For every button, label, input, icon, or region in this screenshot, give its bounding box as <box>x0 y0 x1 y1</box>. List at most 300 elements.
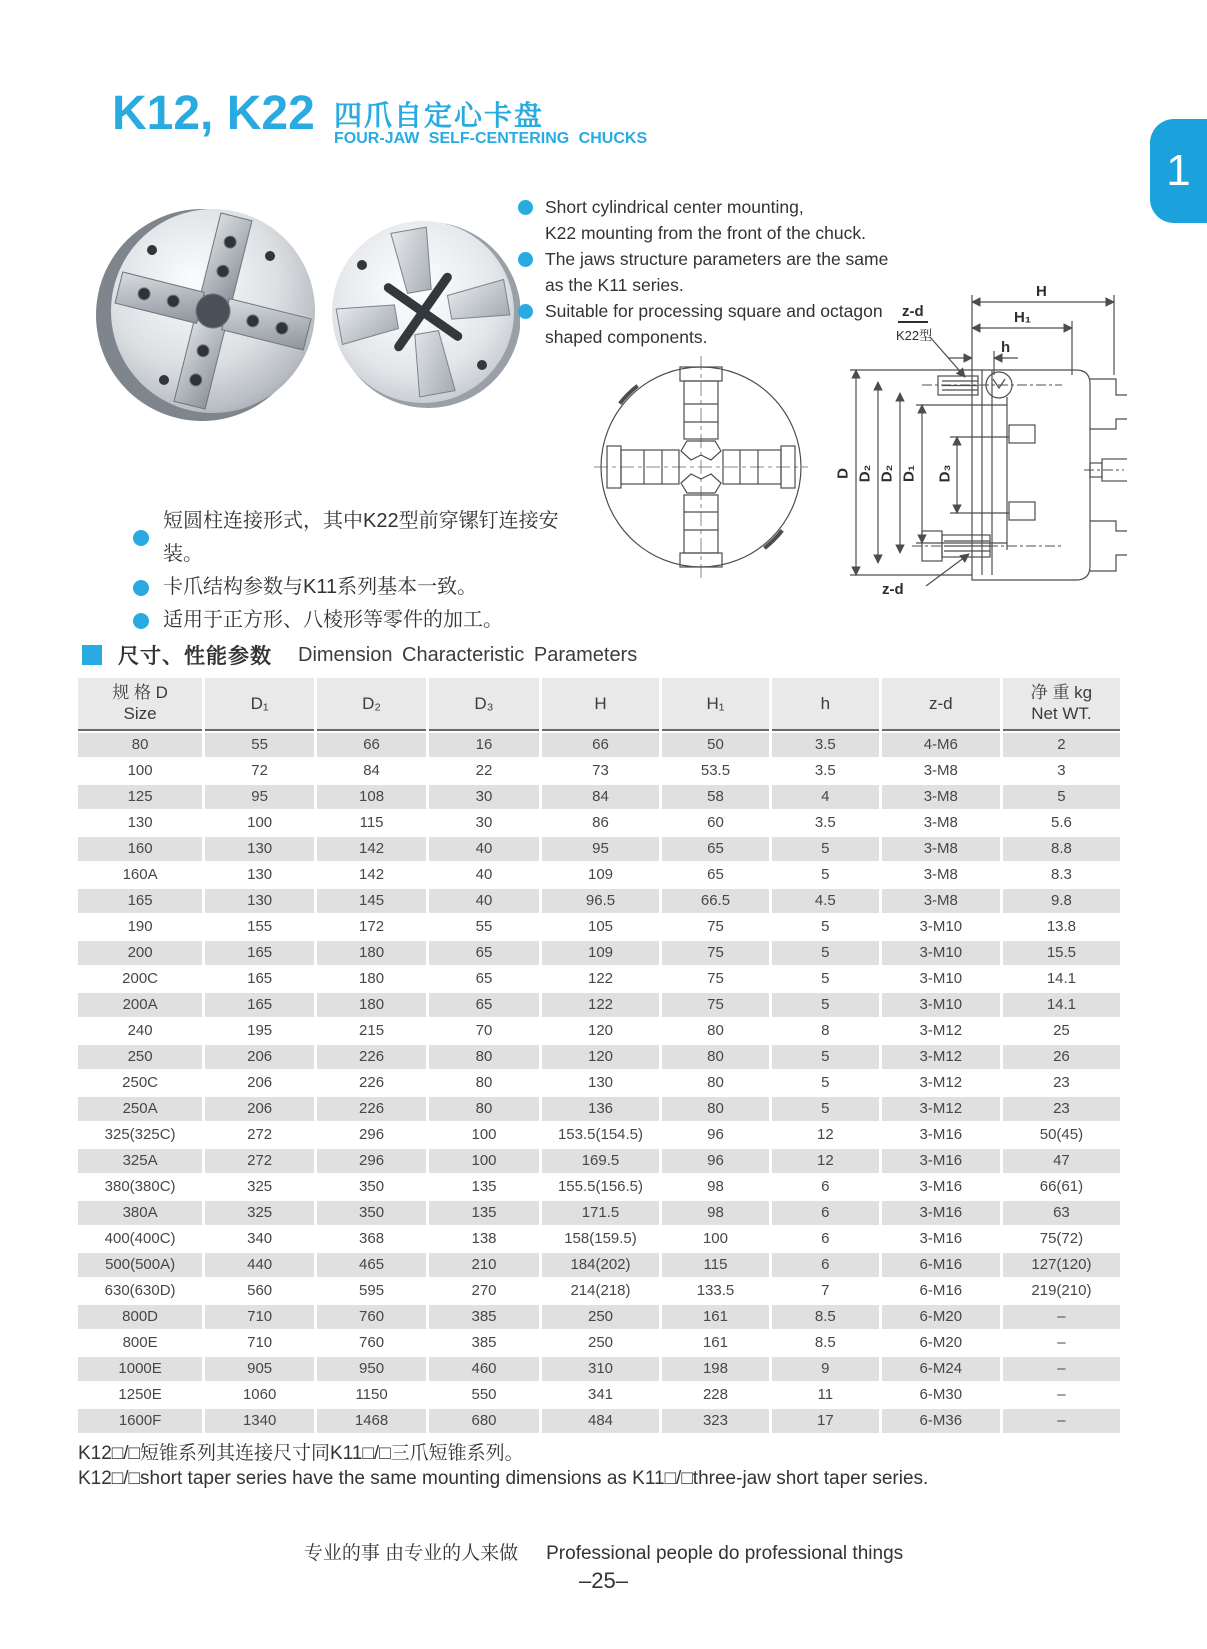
table-cell: 760 <box>317 1331 426 1355</box>
section-title-en: Dimension Characteristic Parameters <box>298 643 638 666</box>
table-cell: 680 <box>429 1409 539 1433</box>
table-cell: 96 <box>662 1123 769 1147</box>
front-view-drawing <box>592 352 810 582</box>
table-cell: 184(202) <box>542 1253 659 1277</box>
table-row <box>78 1149 1120 1173</box>
table-cell: 215 <box>317 1019 426 1043</box>
table-cell: 180 <box>317 941 426 965</box>
table-cell: 550 <box>429 1383 539 1407</box>
table-cell: 122 <box>542 993 659 1017</box>
table-cell: 142 <box>317 837 426 861</box>
table-cell: 484 <box>542 1409 659 1433</box>
column-header: h <box>772 678 879 731</box>
table-cell: 12 <box>772 1123 879 1147</box>
table-cell: 109 <box>542 941 659 965</box>
table-row <box>78 785 1120 809</box>
table-cell: 130 <box>205 837 314 861</box>
table-cell: 3-M16 <box>882 1175 1000 1199</box>
table-row <box>78 889 1120 913</box>
table-cell: 12 <box>772 1149 879 1173</box>
table-cell: 80 <box>662 1071 769 1095</box>
column-header: H₁ <box>662 678 769 731</box>
table-cell: 400(400C) <box>78 1227 202 1251</box>
table-cell: 165 <box>205 993 314 1017</box>
table-cell: 96.5 <box>542 889 659 913</box>
table-cell: 6-M36 <box>882 1409 1000 1433</box>
table-cell: – <box>1003 1305 1120 1329</box>
feature-text: Suitable for processing square and octagon <box>545 301 883 321</box>
table-cell: 3-M16 <box>882 1149 1000 1173</box>
table-cell: 6-M16 <box>882 1279 1000 1303</box>
table-cell: 710 <box>205 1331 314 1355</box>
table-cell: 710 <box>205 1305 314 1329</box>
table-cell: 105 <box>542 915 659 939</box>
table-cell: 50(45) <box>1003 1123 1120 1147</box>
motto-en: Professional people do professional things <box>546 1543 904 1564</box>
table-cell: 9 <box>772 1357 879 1381</box>
table-cell: 325 <box>205 1201 314 1225</box>
table-cell: 1250E <box>78 1383 202 1407</box>
column-header: z-d <box>882 678 1000 731</box>
table-cell: 172 <box>317 915 426 939</box>
table-cell: 3-M10 <box>882 915 1000 939</box>
table-cell: 5 <box>772 1071 879 1095</box>
table-cell: 65 <box>429 993 539 1017</box>
feature-text: The jaws structure parameters are the same <box>545 249 889 269</box>
table-cell: 100 <box>429 1149 539 1173</box>
column-header: D₁ <box>205 678 314 731</box>
column-header: D₃ <box>429 678 539 731</box>
table-cell: 198 <box>662 1357 769 1381</box>
table-cell: 130 <box>78 811 202 835</box>
table-cell: 40 <box>429 837 539 861</box>
table-cell: 66(61) <box>1003 1175 1120 1199</box>
table-cell: 340 <box>205 1227 314 1251</box>
bullet-icon <box>518 200 533 215</box>
table-cell: 75(72) <box>1003 1227 1120 1251</box>
table-cell: 109 <box>542 863 659 887</box>
table-cell: 80 <box>662 1097 769 1121</box>
table-cell: 5 <box>772 863 879 887</box>
table-cell: 206 <box>205 1097 314 1121</box>
table-cell: 460 <box>429 1357 539 1381</box>
table-cell: 3-M8 <box>882 889 1000 913</box>
table-cell: 3.5 <box>772 811 879 835</box>
table-cell: 169.5 <box>542 1149 659 1173</box>
table-cell: 760 <box>317 1305 426 1329</box>
table-cell: 240 <box>78 1019 202 1043</box>
table-cell: 25 <box>1003 1019 1120 1043</box>
table-cell: 3-M16 <box>882 1123 1000 1147</box>
table-cell: 98 <box>662 1201 769 1225</box>
table-cell: 1150 <box>317 1383 426 1407</box>
table-cell: 75 <box>662 941 769 965</box>
table-cell: 66 <box>317 733 426 757</box>
table-row <box>78 1097 1120 1121</box>
dim-label-D3: D₃ <box>936 464 954 483</box>
table-cell: 75 <box>662 915 769 939</box>
table-cell: 65 <box>662 863 769 887</box>
table-cell: 3-M16 <box>882 1227 1000 1251</box>
dim-label-D2: D₂ <box>878 464 896 483</box>
table-cell: 3-M8 <box>882 811 1000 835</box>
page-title-cn: 四爪自定心卡盘 <box>334 100 545 131</box>
table-cell: 6 <box>772 1253 879 1277</box>
table-cell: 6-M24 <box>882 1357 1000 1381</box>
table-cell: 95 <box>542 837 659 861</box>
table-cell: 3-M12 <box>882 1097 1000 1121</box>
table-cell: 135 <box>429 1201 539 1225</box>
table-cell: 3-M12 <box>882 1045 1000 1069</box>
table-cell: 23 <box>1003 1071 1120 1095</box>
table-row <box>78 1383 1120 1407</box>
table-row <box>78 759 1120 783</box>
table-cell: 350 <box>317 1201 426 1225</box>
table-cell: 63 <box>1003 1201 1120 1225</box>
table-cell: 226 <box>317 1045 426 1069</box>
table-cell: 115 <box>662 1253 769 1277</box>
table-cell: 5 <box>772 993 879 1017</box>
bullet-icon <box>133 580 149 596</box>
table-row <box>78 1019 1120 1043</box>
table-cell: 122 <box>542 967 659 991</box>
feature-text: 短圆柱连接形式，其中K22型前穿镙钉连接安装。 <box>163 510 559 565</box>
table-cell: 950 <box>317 1357 426 1381</box>
feature-text: K22 mounting from the front of the chuck. <box>545 223 867 243</box>
table-cell: 40 <box>429 889 539 913</box>
table-cell: 120 <box>542 1045 659 1069</box>
table-cell: – <box>1003 1331 1120 1355</box>
table-cell: 5 <box>772 967 879 991</box>
table-cell: 16 <box>429 733 539 757</box>
table-row <box>78 1227 1120 1251</box>
table-cell: 310 <box>542 1357 659 1381</box>
table-cell: 1000E <box>78 1357 202 1381</box>
table-cell: 5 <box>772 837 879 861</box>
table-cell: 190 <box>78 915 202 939</box>
table-cell: 136 <box>542 1097 659 1121</box>
table-cell: 165 <box>78 889 202 913</box>
table-cell: 1060 <box>205 1383 314 1407</box>
table-cell: 3-M10 <box>882 967 1000 991</box>
table-cell: 206 <box>205 1071 314 1095</box>
table-cell: 6 <box>772 1227 879 1251</box>
bullet-icon <box>518 304 533 319</box>
table-cell: 84 <box>542 785 659 809</box>
table-cell: 6-M20 <box>882 1331 1000 1355</box>
table-cell: 380A <box>78 1201 202 1225</box>
table-cell: 250 <box>78 1045 202 1069</box>
table-cell: 72 <box>205 759 314 783</box>
table-cell: 120 <box>542 1019 659 1043</box>
table-cell: 206 <box>205 1045 314 1069</box>
table-cell: 47 <box>1003 1149 1120 1173</box>
table-row <box>78 733 1120 757</box>
table-cell: 3-M12 <box>882 1019 1000 1043</box>
table-cell: 226 <box>317 1071 426 1095</box>
table-row <box>78 1331 1120 1355</box>
table-cell: 3-M12 <box>882 1071 1000 1095</box>
table-cell: 595 <box>317 1279 426 1303</box>
table-cell: 8 <box>772 1019 879 1043</box>
table-cell: 23 <box>1003 1097 1120 1121</box>
table-cell: 3-M10 <box>882 941 1000 965</box>
table-cell: 6 <box>772 1201 879 1225</box>
motto-cn: 专业的事 由专业的人来做 <box>303 1543 519 1564</box>
table-cell: 65 <box>662 837 769 861</box>
table-cell: 6-M16 <box>882 1253 1000 1277</box>
dim-label-zd-bottom: z-d <box>882 581 904 598</box>
table-cell: 8.3 <box>1003 863 1120 887</box>
table-cell: 350 <box>317 1175 426 1199</box>
table-cell: 127(120) <box>1003 1253 1120 1277</box>
table-cell: 53.5 <box>662 759 769 783</box>
table-row <box>78 1201 1120 1225</box>
table-cell: 219(210) <box>1003 1279 1120 1303</box>
table-row <box>78 1279 1120 1303</box>
table-cell: 3-M10 <box>882 993 1000 1017</box>
table-cell: 5 <box>772 1097 879 1121</box>
note-cn: K12□/□短锥系列其连接尺寸同K11□/□三爪短锥系列。 <box>78 1443 524 1464</box>
table-cell: 55 <box>205 733 314 757</box>
column-header: 净 重 kg Net WT. <box>1003 678 1120 731</box>
table-cell: 98 <box>662 1175 769 1199</box>
table-cell: 100 <box>205 811 314 835</box>
table-cell: 2 <box>1003 733 1120 757</box>
bullet-icon <box>518 252 533 267</box>
table-cell: 3.5 <box>772 759 879 783</box>
table-cell: 5 <box>1003 785 1120 809</box>
table-cell: 1340 <box>205 1409 314 1433</box>
table-cell: 75 <box>662 993 769 1017</box>
table-cell: 66.5 <box>662 889 769 913</box>
table-cell: 161 <box>662 1305 769 1329</box>
table-cell: 58 <box>662 785 769 809</box>
table-cell: 153.5(154.5) <box>542 1123 659 1147</box>
table-cell: 86 <box>542 811 659 835</box>
table-cell: 158(159.5) <box>542 1227 659 1251</box>
table-row <box>78 941 1120 965</box>
table-cell: 30 <box>429 811 539 835</box>
table-cell: 195 <box>205 1019 314 1043</box>
k22-type-label: K22型 <box>896 328 933 343</box>
table-cell: 210 <box>429 1253 539 1277</box>
table-cell: 14.1 <box>1003 967 1120 991</box>
section-square-icon <box>82 645 102 665</box>
table-cell: 296 <box>317 1123 426 1147</box>
table-cell: 75 <box>662 967 769 991</box>
note-en: K12□/□short taper series have the same mounting dimensions as K11□/□three-jaw short taper series. <box>78 1468 929 1489</box>
table-cell: 630(630D) <box>78 1279 202 1303</box>
column-header: 规 格 D Size <box>78 678 202 731</box>
table-cell: 296 <box>317 1149 426 1173</box>
table-cell: 368 <box>317 1227 426 1251</box>
table-cell: 100 <box>429 1123 539 1147</box>
table-cell: 1468 <box>317 1409 426 1433</box>
table-cell: 341 <box>542 1383 659 1407</box>
feature-text: as the K11 series. <box>545 275 684 295</box>
page-title-model: K12, K22 <box>112 87 315 140</box>
table-cell: 73 <box>542 759 659 783</box>
table-cell: 155.5(156.5) <box>542 1175 659 1199</box>
table-cell: 171.5 <box>542 1201 659 1225</box>
table-cell: 325(325C) <box>78 1123 202 1147</box>
table-cell: 5 <box>772 941 879 965</box>
feature-text: 适用于正方形、八棱形等零件的加工。 <box>163 609 503 631</box>
table-cell: 3-M8 <box>882 837 1000 861</box>
table-cell: 228 <box>662 1383 769 1407</box>
feature-text: Short cylindrical center mounting, <box>545 197 804 217</box>
table-cell: 80 <box>429 1071 539 1095</box>
table-row <box>78 967 1120 991</box>
table-cell: 160 <box>78 837 202 861</box>
table-cell: 135 <box>429 1175 539 1199</box>
table-cell: 100 <box>662 1227 769 1251</box>
table-row <box>78 1357 1120 1381</box>
chuck-photo-angled <box>330 205 520 420</box>
table-cell: – <box>1003 1357 1120 1381</box>
table-row <box>78 837 1120 861</box>
table-cell: 250A <box>78 1097 202 1121</box>
table-cell: 385 <box>429 1331 539 1355</box>
table-cell: 385 <box>429 1305 539 1329</box>
chuck-photo-front <box>92 198 327 428</box>
table-row <box>78 993 1120 1017</box>
table-cell: 272 <box>205 1149 314 1173</box>
features-cn <box>133 505 593 637</box>
table-cell: 4-M6 <box>882 733 1000 757</box>
table-cell: 95 <box>205 785 314 809</box>
table-cell: 465 <box>317 1253 426 1277</box>
table-cell: 14.1 <box>1003 993 1120 1017</box>
table-cell: 6-M20 <box>882 1305 1000 1329</box>
table-row <box>78 915 1120 939</box>
table-cell: 7 <box>772 1279 879 1303</box>
table-cell: 272 <box>205 1123 314 1147</box>
table-cell: 3.5 <box>772 733 879 757</box>
table-cell: 440 <box>205 1253 314 1277</box>
table-row <box>78 1123 1120 1147</box>
table-cell: 161 <box>662 1331 769 1355</box>
table-cell: 3-M8 <box>882 863 1000 887</box>
table-cell: 270 <box>429 1279 539 1303</box>
table-cell: 96 <box>662 1149 769 1173</box>
page-number: –25– <box>579 1568 628 1593</box>
table-cell: 40 <box>429 863 539 887</box>
feature-text: shaped components. <box>545 327 708 347</box>
table-cell: 70 <box>429 1019 539 1043</box>
table-cell: 22 <box>429 759 539 783</box>
table-cell: 30 <box>429 785 539 809</box>
table-cell: 65 <box>429 941 539 965</box>
table-cell: 80 <box>78 733 202 757</box>
table-cell: 323 <box>662 1409 769 1433</box>
table-cell: 130 <box>542 1071 659 1095</box>
table-cell: 66 <box>542 733 659 757</box>
table-cell: 214(218) <box>542 1279 659 1303</box>
table-cell: 3 <box>1003 759 1120 783</box>
column-header: D₂ <box>317 678 426 731</box>
table-cell: 17 <box>772 1409 879 1433</box>
column-header: H <box>542 678 659 731</box>
table-row <box>78 1045 1120 1069</box>
table-cell: 6 <box>772 1175 879 1199</box>
table-cell: 800E <box>78 1331 202 1355</box>
section-heading <box>82 640 637 670</box>
table-row <box>78 863 1120 887</box>
dim-label-D1: D₁ <box>900 464 918 483</box>
chapter-tab: 1 <box>1150 119 1207 223</box>
bullet-icon <box>133 530 149 546</box>
table-row <box>78 1175 1120 1199</box>
table-cell: 4 <box>772 785 879 809</box>
table-cell: 1600F <box>78 1409 202 1433</box>
table-cell: 5 <box>772 1045 879 1069</box>
table-cell: 84 <box>317 759 426 783</box>
dim-label-H: H <box>1036 283 1047 300</box>
table-cell: 55 <box>429 915 539 939</box>
table-cell: 80 <box>429 1097 539 1121</box>
table-cell: 60 <box>662 811 769 835</box>
dim-label-h: h <box>1001 339 1011 356</box>
dim-label-zd-top: z-d <box>898 303 928 323</box>
table-cell: 325 <box>205 1175 314 1199</box>
table-cell: 145 <box>317 889 426 913</box>
table-cell: 138 <box>429 1227 539 1251</box>
table-cell: 100 <box>78 759 202 783</box>
table-cell: 155 <box>205 915 314 939</box>
table-cell: 125 <box>78 785 202 809</box>
table-cell: 115 <box>317 811 426 835</box>
table-cell: 200C <box>78 967 202 991</box>
dimension-table <box>75 676 1123 1435</box>
table-cell: 142 <box>317 863 426 887</box>
table-cell: 200A <box>78 993 202 1017</box>
table-cell: 50 <box>662 733 769 757</box>
table-cell: 5 <box>772 915 879 939</box>
table-cell: 165 <box>205 941 314 965</box>
table-cell: 560 <box>205 1279 314 1303</box>
table-cell: 3-M8 <box>882 759 1000 783</box>
table-cell: 250 <box>542 1331 659 1355</box>
table-cell: 130 <box>205 863 314 887</box>
table-cell: 80 <box>429 1045 539 1069</box>
table-cell: 8.5 <box>772 1305 879 1329</box>
dim-label-D: D <box>834 468 852 479</box>
table-cell: 130 <box>205 889 314 913</box>
table-cell: 15.5 <box>1003 941 1120 965</box>
table-row <box>78 1409 1120 1433</box>
table-cell: 108 <box>317 785 426 809</box>
dim-label-H1: H₁ <box>1014 309 1032 326</box>
footer-motto <box>0 1538 1207 1565</box>
table-cell: 250C <box>78 1071 202 1095</box>
table-cell: 133.5 <box>662 1279 769 1303</box>
table-cell: – <box>1003 1383 1120 1407</box>
table-cell: 8.8 <box>1003 837 1120 861</box>
table-cell: 200 <box>78 941 202 965</box>
table-cell: 5.6 <box>1003 811 1120 835</box>
table-cell: 380(380C) <box>78 1175 202 1199</box>
page-title-en: FOUR-JAW SELF-CENTERING CHUCKS <box>334 130 648 147</box>
table-cell: 8.5 <box>772 1331 879 1355</box>
dim-label-D2: D₂ <box>856 464 874 483</box>
section-title-cn: 尺寸、性能参数 <box>118 645 272 668</box>
table-cell: 3-M8 <box>882 785 1000 809</box>
table-row <box>78 1071 1120 1095</box>
table-cell: 226 <box>317 1097 426 1121</box>
table-cell: 80 <box>662 1045 769 1069</box>
